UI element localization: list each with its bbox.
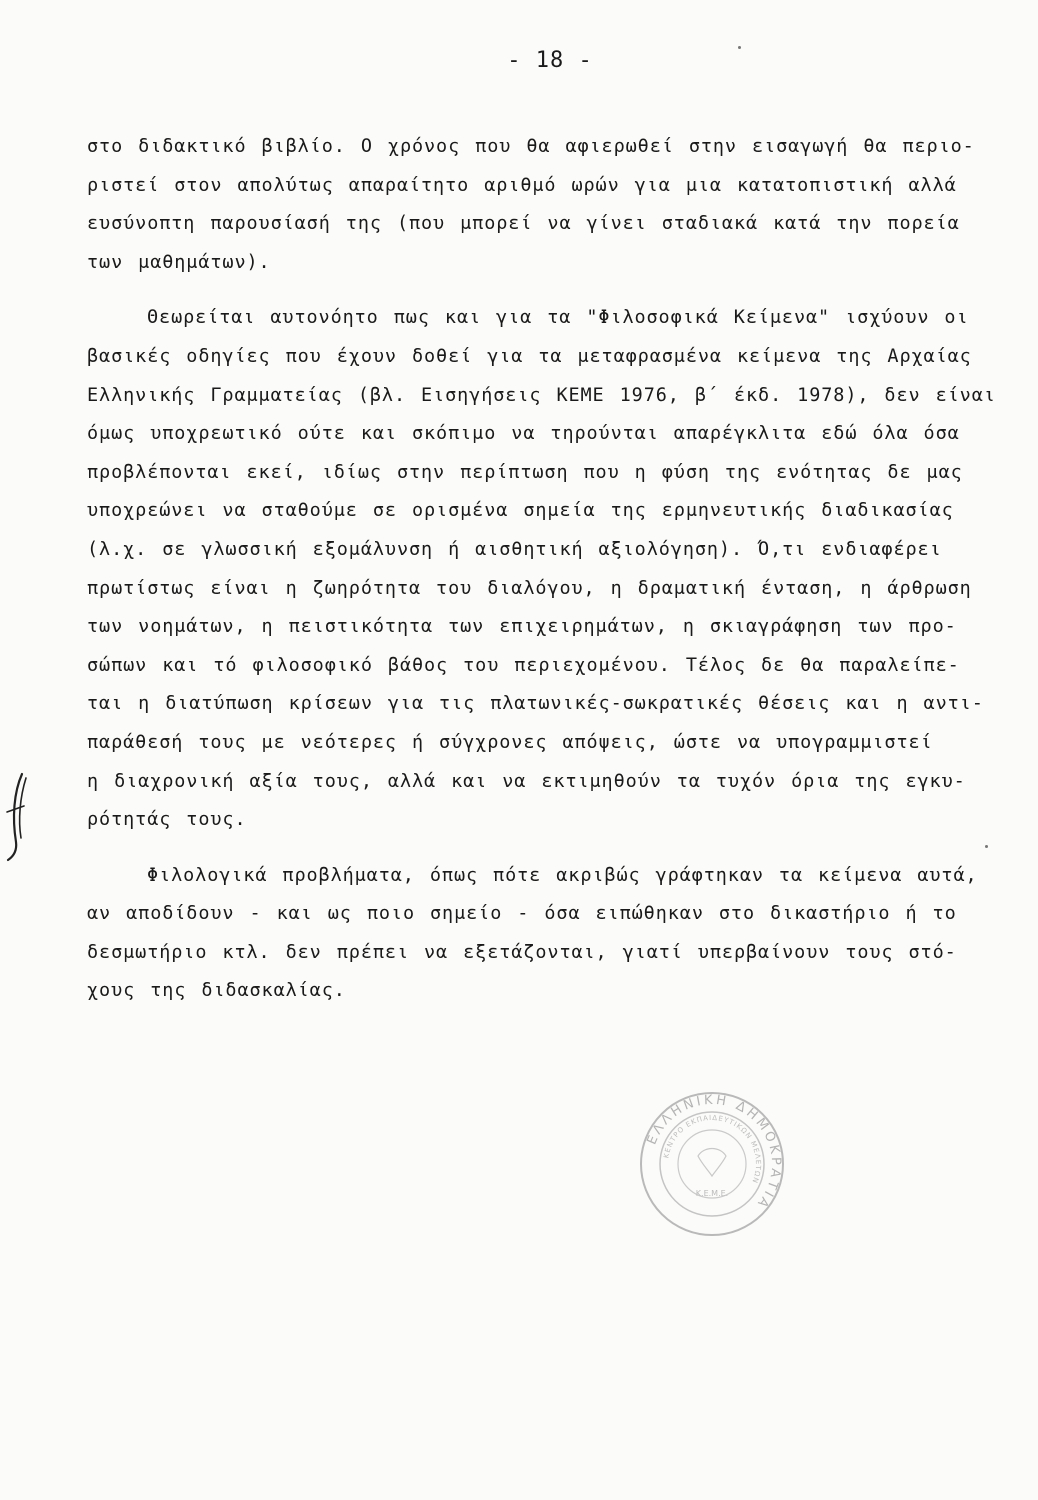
text-line: βασικές οδηγίες που έχουν δοθεί για τα μεταφρασμένα κείμενα της Αρχαίας (87, 345, 972, 367)
circular-office-seal-icon (638, 1090, 786, 1238)
text-line: ται η διατύπωση κρίσεων για τις πλατωνικές-σωκρατικές θέσεις και η αντι- (87, 693, 984, 715)
text-line: δεσμωτήριο κτλ. δεν πρέπει να εξετάζονται, γιατί υπερβαίνουν τους στό- (87, 941, 957, 963)
text-line: Φιλολογικά προβλήματα, όπως πότε ακριβώς γράφτηκαν τα κείμενα αυτά, (147, 864, 978, 886)
text-line: Ελληνικής Γραμματείας (βλ. Εισηγήσεις ΚΕΜΕ 1976, β΄ έκδ. 1978), δεν είναι (87, 384, 996, 406)
text-line: ριστεί στον απολύτως απαραίτητο αριθμό ωρών για μια κατατοπιστική αλλά (87, 174, 957, 196)
text-line: αν αποδίδουν - και ως ποιο σημείο - όσα ειπώθηκαν στο δικαστήριο ή το (87, 903, 957, 925)
text-line: σώπων και τό φιλοσοφικό βάθος του περιεχομένου. Τέλος δε θα παραλείπε- (87, 654, 960, 676)
text-line: χους της διδασκαλίας. (87, 980, 346, 1002)
text-line: πρωτίστως είναι η ζωηρότητα του διαλόγου, η δραματική ένταση, η άρθρωση (87, 577, 972, 599)
text-line: η διαχρονική αξία τους, αλλά και να εκτιμηθούν τα τυχόν όρια της εγκυ- (87, 770, 966, 792)
text-line: ρότητάς τους. (87, 809, 247, 831)
text-line: Θεωρείται αυτονόητο πως και για τα "Φιλοσοφικά Κείμενα" ισχύουν οι (147, 307, 969, 329)
handwritten-bracket-mark-icon (2, 772, 32, 862)
text-line: προβλέπονται εκεί, ιδίως στην περίπτωση που η φύση της ενότητας δε μας (87, 461, 963, 483)
scan-speck (985, 845, 988, 848)
document-body (87, 128, 1032, 1011)
text-line: υποχρεώνει να σταθούμε σε ορισμένα σημεία της ερμηνευτικής διαδικασίας (87, 500, 954, 522)
scan-speck (738, 46, 741, 49)
text-line: στο διδακτικό βιβλίο. Ο χρόνος που θα αφιερωθεί στην εισαγωγή θα περιο- (87, 136, 975, 157)
paragraph-2 (87, 299, 1032, 839)
paragraph-3 (87, 857, 1032, 1011)
page-number: - 18 - (507, 48, 593, 73)
seal-bottom-text: Κ.Ε.Μ.Ε. (695, 1189, 729, 1198)
text-line: των νοημάτων, η πειστικότητα των επιχειρημάτων, η σκιαγράφηση των προ- (87, 616, 957, 638)
paragraph-gap (87, 282, 1032, 299)
text-line: παράθεσή τους με νεότερες ή σύγχρονες απόψεις, ώστε να υπογραμμιστεί (87, 731, 933, 753)
seal-outer-text: ΕΛΛΗΝΙΚΗ ΔΗΜΟΚΡΑΤΙΑ (644, 1092, 784, 1213)
text-line: ευσύνοπτη παρουσίασή της (που μπορεί να γίνει σταδιακά κατά την πορεία (87, 213, 960, 235)
text-line: των μαθημάτων). (87, 251, 271, 273)
text-line: όμως υποχρεωτικό ούτε και σκόπιμο να τηρούνται απαρέγκλιτα εδώ όλα όσα (87, 423, 960, 445)
paragraph-1 (87, 128, 1032, 282)
seal-inner-text: ΚΕΝΤΡΟ ΕΚΠΑΙΔΕΥΤΙΚΩΝ ΜΕΛΕΤΩΝ (662, 1113, 763, 1185)
paragraph-gap (87, 840, 1032, 857)
text-line: (λ.χ. σε γλωσσική εξομάλυνση ή αισθητική αξιολόγηση). Ό,τι ενδιαφέρει (87, 538, 942, 560)
